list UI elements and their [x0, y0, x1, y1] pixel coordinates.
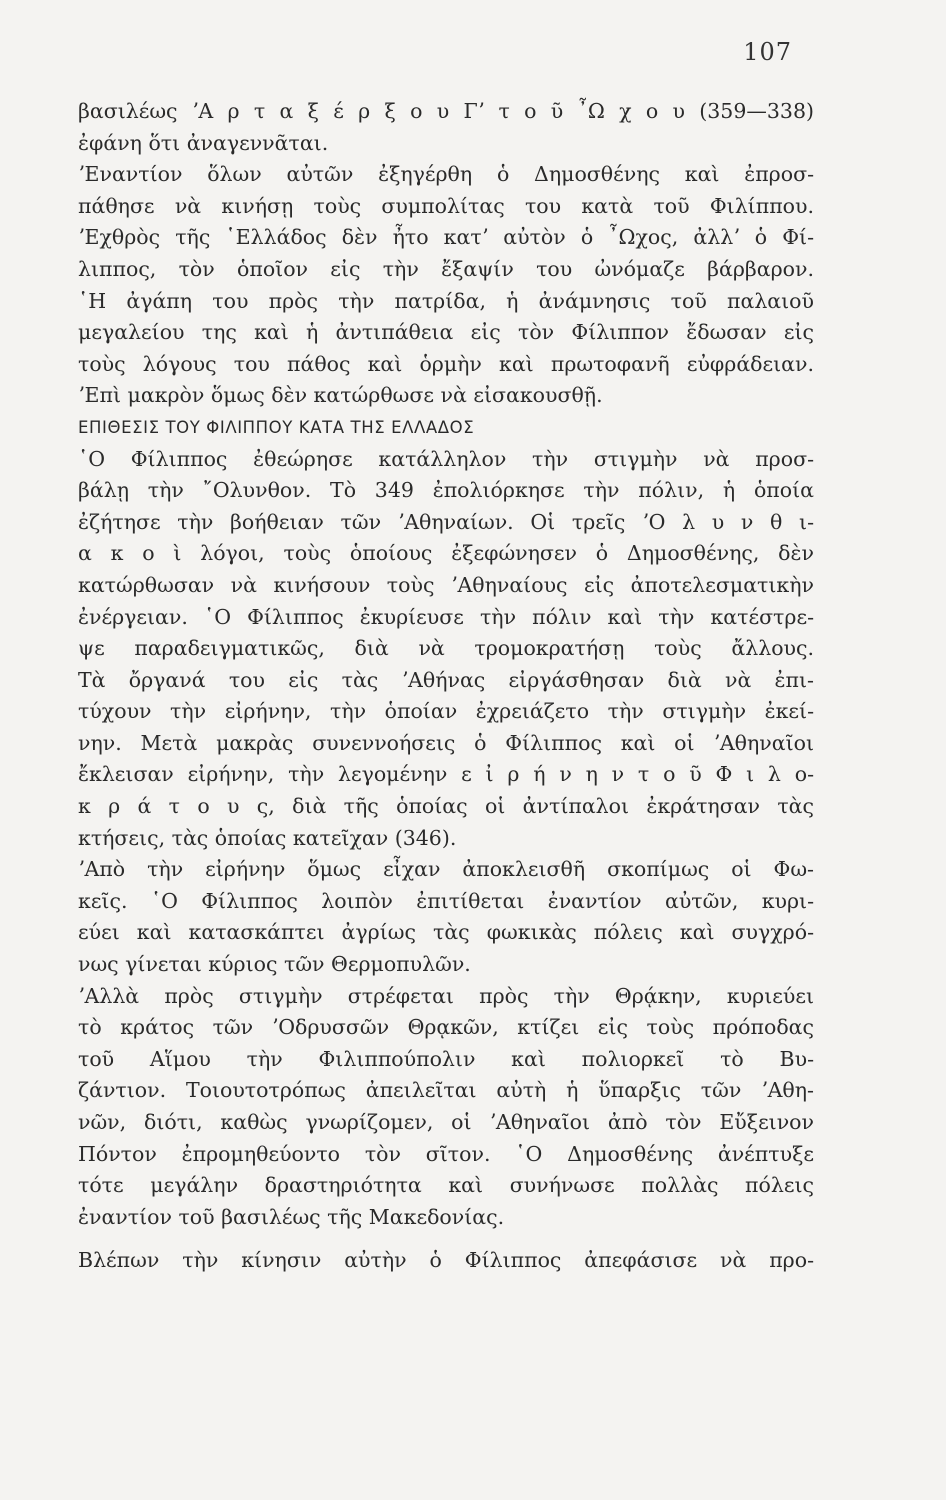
text-line: τοῦ Αἵμου τὴν Φιλιππούπολιν καὶ πολιορκεῖ τὸ Βυ-: [78, 1046, 814, 1071]
text-line: ῾Η ἀγάπη του πρὸς τὴν πατρίδα, ἡ ἀνάμνησις τοῦ παλαιοῦ: [78, 288, 814, 313]
page-number: 107: [743, 38, 792, 66]
text-line: κ ρ ά τ ο υ ς, διὰ τῆς ὁποίας οἱ ἀντίπαλοι ἐκράτησαν τὰς: [78, 794, 814, 819]
text-line: βάλῃ τὴν ῎Ολυνθον. Τὸ 349 ἐπολιόρκησε τὴν πόλιν, ἡ ὁποία: [78, 478, 814, 503]
text-line: νως γίνεται κύριος τῶν Θερμοπυλῶν.: [78, 952, 471, 977]
text-line: Τὰ ὄργανά του εἰς τὰς ʼΑθήνας εἰργάσθησαν διὰ νὰ ἐπι-: [78, 667, 814, 692]
text-line: ἐφάνη ὅτι ἀναγεννᾶται.: [78, 130, 329, 155]
text-line: ʼΕπὶ μακρὸν ὅμως δὲν κατώρθωσε νὰ εἰσακουσθῇ.: [78, 383, 603, 408]
text-line: πάθησε νὰ κινήσῃ τοὺς συμπολίτας του κατὰ τοῦ Φιλίππου.: [78, 193, 814, 218]
paragraph-gap: [78, 1233, 814, 1245]
text-line: λιππος, τὸν ὁποῖον εἰς τὴν ἔξαψίν του ὠνόμαζε βάρβαρον.: [78, 256, 814, 281]
text-line: ʼΑπὸ τὴν εἰρήνην ὅμως εἶχαν ἀποκλεισθῆ σκοπίμως οἱ Φω-: [78, 857, 814, 882]
text-line: τύχουν τὴν εἰρήνην, τὴν ὁποίαν ἐχρειάζετο τὴν στιγμὴν ἐκεί-: [78, 699, 814, 724]
text-line: Πόντον ἐπρομηθεύοντο τὸν σῖτον. ῾Ο Δημοσθένης ἀνέπτυξε: [78, 1141, 814, 1166]
text-line: ἐζήτησε τὴν βοήθειαν τῶν ʼΑθηναίων. Οἱ τρεῖς ʼΟ λ υ ν θ ι-: [78, 509, 814, 534]
text-line: ῾Ο Φίλιππος ἐθεώρησε κατάλληλον τὴν στιγμὴν νὰ προσ-: [78, 446, 814, 471]
section-heading: ΕΠΙΘΕΣΙΣ ΤΟΥ ΦΙΛΙΠΠΟΥ ΚΑΤΑ ΤΗΣ ΕΛΛΑΔΟΣ: [78, 417, 475, 437]
text-line: ʼΕχθρὸς τῆς ῾Ελλάδος δὲν ἦτο κατʼ αὐτὸν ὁ ῏Ωχος, ἀλλʼ ὁ Φί-: [78, 225, 814, 250]
text-line: κεῖς. ῾Ο Φίλιππος λοιπὸν ἐπιτίθεται ἐναντίον αὐτῶν, κυρι-: [78, 888, 814, 913]
text-line: Βλέπων τὴν κίνησιν αὐτὴν ὁ Φίλιππος ἀπεφάσισε νὰ προ-: [78, 1248, 814, 1273]
text-line: ʼΑλλὰ πρὸς στιγμὴν στρέφεται πρὸς τὴν Θρᾴκην, κυριεύει: [78, 983, 814, 1008]
text-line: βασιλέως ʼΑ ρ τ α ξ έ ρ ξ ο υ Γʼ τ ο ῦ ῏Ω χ ο υ (359—338): [78, 99, 814, 123]
text-line: α κ ο ὶ λόγοι, τοὺς ὁποίους ἐξεφώνησεν ὁ Δημοσθένης, δὲν: [78, 541, 814, 566]
text-line: εύει καὶ κατασκάπτει ἀγρίως τὰς φωκικὰς πόλεις καὶ συγχρό-: [78, 920, 814, 945]
text-line: νην. Μετὰ μακρὰς συνεννοήσεις ὁ Φίλιππος καὶ οἱ ʼΑθηναῖοι: [78, 730, 814, 755]
text-line: κτήσεις, τὰς ὁποίας κατεῖχαν (346).: [78, 825, 457, 850]
text-line: ἔκλεισαν εἰρήνην, τὴν λεγομένην ε ἰ ρ ή ν η ν τ ο ῦ Φ ι λ ο-: [78, 762, 814, 787]
text-line: ἐνέργειαν. ῾Ο Φίλιππος ἐκυρίευσε τὴν πόλιν καὶ τὴν κατέστρε-: [78, 604, 814, 629]
text-line: τοὺς λόγους του πάθος καὶ ὁρμὴν καὶ πρωτοφανῆ εὐφράδειαν.: [78, 351, 814, 376]
text-line: μεγαλείου της καὶ ἡ ἀντιπάθεια εἰς τὸν Φίλιππον ἔδωσαν εἰς: [78, 320, 814, 345]
text-line: ʼΕναντίον ὅλων αὐτῶν ἐξηγέρθη ὁ Δημοσθένης καὶ ἐπροσ-: [78, 162, 814, 187]
text-line: ψε παραδειγματικῶς, διὰ νὰ τρομοκρατήσῃ τοὺς ἄλλους.: [78, 636, 814, 661]
body-text: [78, 96, 814, 1277]
text-line: νῶν, διότι, καθὼς γνωρίζομεν, οἱ ʼΑθηναῖοι ἀπὸ τὸν Εὔξεινον: [78, 1110, 814, 1134]
text-line: ζάντιον. Τοιουτοτρόπως ἀπειλεῖται αὐτὴ ἡ ὕπαρξις τῶν ʼΑθη-: [78, 1078, 814, 1103]
text-line: κατώρθωσαν νὰ κινήσουν τοὺς ʼΑθηναίους εἰς ἀποτελεσματικὴν: [78, 572, 814, 597]
text-line: τὸ κράτος τῶν ʼΟδρυσσῶν Θρᾳκῶν, κτίζει εἰς τοὺς πρόποδας: [78, 1015, 814, 1040]
text-line: τότε μεγάλην δραστηριότητα καὶ συνήνωσε πολλὰς πόλεις: [78, 1173, 814, 1198]
text-line: ἐναντίον τοῦ βασιλέως τῆς Μακεδονίας.: [78, 1204, 505, 1229]
